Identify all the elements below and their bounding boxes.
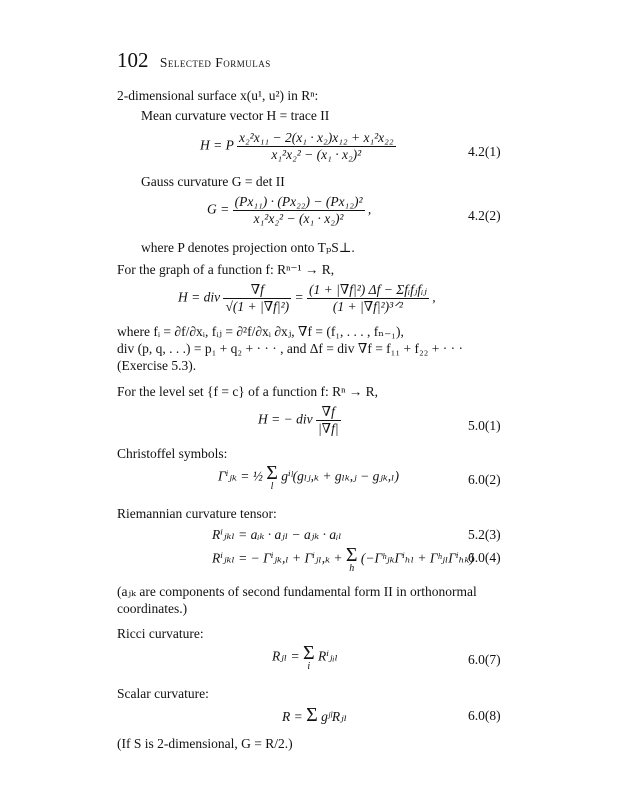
level-set-denominator: |∇f| [317, 421, 339, 436]
riemann-b-sum [346, 546, 358, 573]
level-set-numerator: ∇f [316, 404, 341, 421]
equation-number: 6.0(4) [468, 550, 501, 565]
graph-mean-denominator-2: (1 + |∇f|²)³ᐟ² [332, 299, 403, 314]
graph-mean-lhs: H = div [178, 289, 221, 305]
graph-where-line-1: where fᵢ = ∂f/∂xᵢ, fᵢⱼ = ∂²f/∂xᵢ ∂xⱼ, ∇f = (f₁, . . . , fₙ₋₁), [117, 324, 404, 339]
graph-mean-denominator-1: √(1 + |∇f|²) [225, 299, 290, 314]
equation-number: 6.0(8) [468, 708, 501, 723]
equation-number: 5.0(1) [468, 418, 501, 433]
equation-number: 6.0(2) [468, 472, 501, 487]
gauss-curvature-label: Gauss curvature G = det II [141, 174, 285, 189]
graph-mean-curvature-equation [178, 282, 436, 315]
graph-where-line-3: (Exercise 5.3). [117, 358, 197, 373]
mean-curvature-lhs: H = P [200, 137, 234, 153]
christoffel-equation [218, 464, 399, 491]
orthonormal-note-line-1: (aⱼₖ are components of second fundamental form II in orthonormal [117, 584, 477, 599]
equation-number: 4.2(1) [468, 144, 501, 159]
gauss-curvature-fraction [233, 194, 365, 227]
mean-curvature-fraction [237, 130, 396, 163]
graph-mean-tail: , [432, 289, 436, 305]
graph-mean-fraction-2 [307, 282, 429, 315]
ricci-sum [303, 644, 315, 671]
ricci-rhs: Rⁱⱼᵢₗ [317, 648, 338, 664]
graph-intro: For the graph of a function f: Rⁿ⁻¹ → R, [117, 262, 335, 277]
graph-mean-numerator-1: ∇f [223, 282, 291, 299]
level-set-equation [258, 404, 341, 437]
ricci-label: Ricci curvature: [117, 626, 204, 641]
scalar-rhs: gʲˡRⱼₗ [321, 709, 348, 724]
riemann-b-lhs: Rⁱⱼₖₗ = − Γⁱⱼₖ,ₗ + Γⁱⱼₗ,ₖ + [212, 550, 343, 566]
projection-note: where P denotes projection onto TₚS⊥. [141, 240, 355, 255]
graph-where-line-2: div (p, q, . . .) = p₁ + q₂ + · · · , and Δf = div ∇f = f₁₁ + f₂₂ + · · · [117, 341, 463, 356]
graph-mean-equals: = [294, 289, 304, 305]
gauss-curvature-tail: , [367, 201, 372, 217]
equation-number: 6.0(7) [468, 652, 501, 667]
sum-icon: Σ [302, 642, 315, 664]
riemann-label: Riemannian curvature tensor: [117, 506, 277, 521]
gauss-curvature-equation [207, 194, 371, 227]
riemann-a-text: Rⁱⱼₖₗ = aᵢₖ · aⱼₗ − aⱼₖ · aᵢₗ [212, 527, 342, 542]
gauss-curvature-lhs: G = [207, 201, 230, 217]
scalar-label: Scalar curvature: [117, 686, 209, 701]
scalar-equation [282, 704, 347, 727]
level-set-fraction [316, 404, 341, 437]
orthonormal-note-line-2: coordinates.) [117, 601, 188, 616]
riemann-b-rhs: (−ΓʰⱼₖΓⁱₕₗ + ΓʰⱼₗΓⁱₕₖ) [360, 550, 474, 566]
ricci-equation [272, 644, 338, 671]
mean-curvature-denominator: x₁²x₂² − (x₁ · x₂)² [271, 147, 362, 162]
level-set-intro: For the level set {f = c} of a function f: Rⁿ → R, [117, 384, 379, 399]
equation-number: 4.2(2) [468, 208, 501, 223]
riemann-equation-b [212, 546, 474, 573]
mean-curvature-label: Mean curvature vector H = trace II [141, 108, 330, 123]
christoffel-rhs: gⁱˡ(gₗⱼ,ₖ + gₗₖ,ⱼ − gⱼₖ,ₗ) [281, 468, 399, 484]
christoffel-sum [266, 464, 278, 491]
page-number: 102 [117, 48, 149, 72]
equation-number: 5.2(3) [468, 527, 501, 542]
running-title: Selected Formulas [159, 55, 271, 70]
riemann-equation-a [212, 527, 342, 543]
gauss-curvature-denominator: x₁²x₂² − (x₁ · x₂)² [253, 211, 344, 226]
christoffel-label: Christoffel symbols: [117, 446, 228, 461]
sum-icon: Σ [266, 462, 278, 484]
scalar-lhs: R = [282, 709, 303, 724]
mean-curvature-equation [200, 130, 396, 163]
graph-mean-fraction-1 [223, 282, 291, 315]
sum-icon: Σ [345, 544, 358, 566]
mean-curvature-numerator: x₂²x₁₁ − 2(x₁ · x₂)x₁₂ + x₁²x₂₂ [239, 130, 394, 145]
gauss-curvature-numerator: (Px₁₁) · (Px₂₂) − (Px₁₂)² [234, 194, 363, 209]
graph-mean-numerator-2: (1 + |∇f|²) Δf − Σfᵢfⱼfᵢⱼ [309, 282, 427, 297]
ricci-lhs: Rⱼₗ = [272, 648, 300, 664]
christoffel-sum-index: l [270, 481, 274, 492]
closing-note: (If S is 2-dimensional, G = R/2.) [117, 736, 293, 751]
surface-intro: 2-dimensional surface x(u¹, u²) in Rⁿ: [117, 88, 319, 103]
sum-icon: Σ [306, 704, 318, 726]
christoffel-lhs: Γⁱⱼₖ = ½ [218, 468, 263, 484]
level-set-lhs: H = − div [258, 411, 313, 427]
ricci-sum-index: i [307, 661, 311, 672]
riemann-b-sum-index: h [349, 563, 355, 574]
page-header [117, 48, 271, 72]
